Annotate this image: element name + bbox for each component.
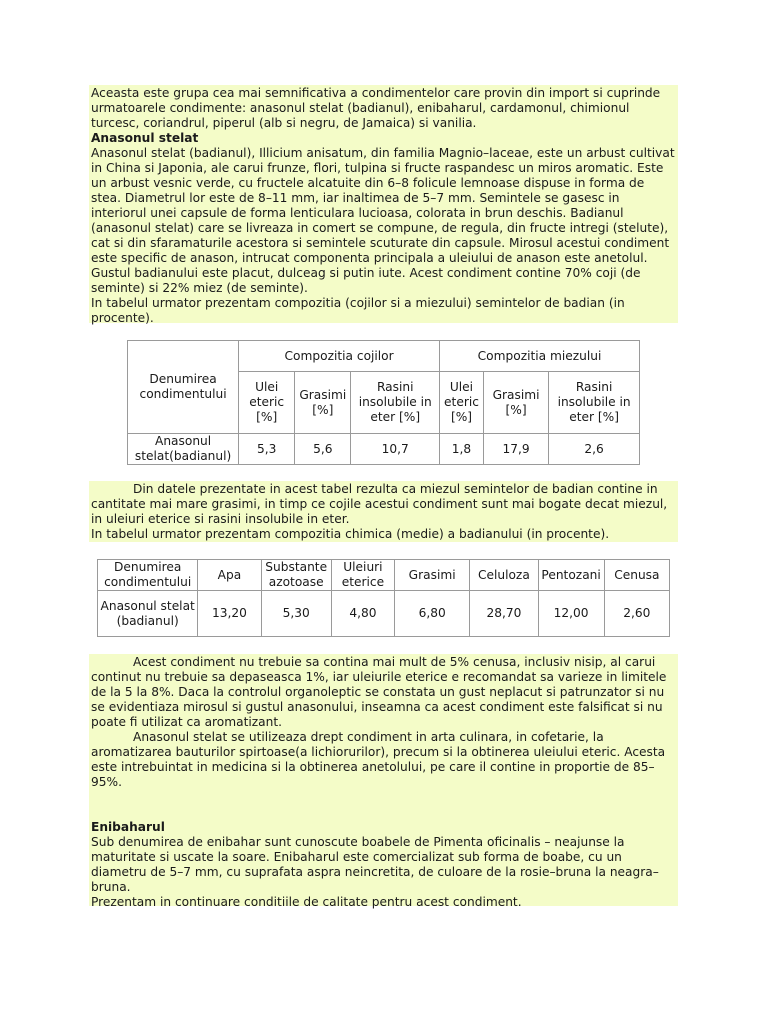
table1-intro: In tabelul urmator prezentam compozitia (cojilor si a miezului) semintelor de badian (in procente). [91, 296, 625, 325]
composition-table [127, 340, 640, 465]
usage-paragraph: Anasonul stelat se utilizeaza drept condiment in arta culinara, in cofetarie, la aromatizarea bauturilor spirtoase(a lichiorurilor), precum si la obtinerea uleiului eteric. Acesta este intrebuintat in medicina si la obtinerea anetolului, pe care il contine in proportie de 85–95%. [91, 730, 666, 789]
table1-col-rasini: Rasini insolubile in eter [%] [351, 372, 440, 434]
table1-col-ulei: Ulei eteric [%] [239, 372, 295, 434]
table-row [128, 434, 640, 465]
table-cell: 5,3 [239, 434, 295, 465]
table-cell: 2,6 [549, 434, 640, 465]
table-cell: 2,60 [604, 591, 669, 637]
table2-header: Celuloza [470, 560, 538, 591]
table2-header: Substante azotoase [261, 560, 331, 591]
table-cell: 13,20 [198, 591, 261, 637]
table1-col-grasimi: Grasimi [%] [483, 372, 548, 434]
table1-row-name: Anasonul stelat(badianul) [128, 434, 239, 465]
table-cell: 12,00 [538, 591, 604, 637]
section-heading-anasonul: Anasonul stelat [91, 131, 199, 145]
table-row [98, 591, 670, 637]
table-cell: 17,9 [483, 434, 548, 465]
enibahar-quality-intro: Prezentam in continuare conditiile de calitate pentru acest condiment. [91, 895, 522, 909]
table1-col-ulei: Ulei eteric [%] [440, 372, 484, 434]
table2-header: Pentozani [538, 560, 604, 591]
table2-row-name: Anasonul stelat (badianul) [98, 591, 198, 637]
table2-header: Cenusa [604, 560, 669, 591]
table2-header: Grasimi [395, 560, 470, 591]
quality-requirements: Acest condiment nu trebuie sa contina mai mult de 5% cenusa, inclusiv nisip, al carui continut nu trebuie sa depaseasca 1%, iar uleiurile eterice e recomandat sa varieze in limitele de la 5 la 8%. Daca la controlul organoleptic se constata un gust neplacut si patrunzator si nu se evidentiaza mirosul si gustul anasonului, inseamna ca acest condiment este falsificat si nu poate fi utilizat ca aromatizant. [91, 655, 667, 729]
table1-col-grasimi: Grasimi [%] [295, 372, 351, 434]
spacer [91, 790, 676, 820]
table1-group-miezului: Compozitia miezului [440, 341, 640, 372]
table1-name-header: Denumirea condimentului [128, 341, 239, 434]
table2-header: Denumirea condimentului [98, 560, 198, 591]
table-cell: 10,7 [351, 434, 440, 465]
table-cell: 28,70 [470, 591, 538, 637]
table2-intro: In tabelul urmator prezentam compozitia chimica (medie) a badianului (in procente). [91, 527, 610, 541]
anasonul-description: Anasonul stelat (badianul), Illicium anisatum, din familia Magnio–laceae, este un arbust cultivat in China si Japonia, ale carui frunze, flori, tulpina si fructe raspandesc un miros aromatic. Este un arbust vesnic verde, cu fructele alcatuite din 6–8 folicule lemnoase dispuse in forma de stea. Diametrul lor este de 8–11 mm, iar inaltimea de 5–7 mm. Semintele se gasesc in interiorul unei capsule de forma lenticulara lucioasa, colorata in brun deschis. Badianul (anasonul stelat) care se livreaza in comert se compune, de regula, din fructe intregi (stelute), cat si din sfaramaturile acestora si semintele scuturate din capsule. Mirosul acestui condiment este specific de anason, intrucat componenta principala a uleiului de anason este anetolul. Gustul badianului este placut, dulceag si putin iute. Acest condiment contine 70% coji (de seminte) si 22% miez (de seminte). [91, 146, 675, 295]
table1-col-rasini: Rasini insolubile in eter [%] [549, 372, 640, 434]
table-cell: 4,80 [331, 591, 394, 637]
table-cell: 5,30 [261, 591, 331, 637]
enibahar-description: Sub denumirea de enibahar sunt cunoscute boabele de Pimenta oficinalis – neajunse la maturitate si uscate la soare. Enibaharul este comercializat sub forma de boabe, cu un diametru de 5–7 mm, cu suprafata aspra neincretita, de culoare de la rosie–bruna la neagra–bruna. [91, 835, 659, 894]
paragraph-block-3 [89, 654, 678, 909]
table2-header: Apa [198, 560, 261, 591]
table-cell: 1,8 [440, 434, 484, 465]
intro-block [89, 85, 678, 323]
paragraph-block-2 [89, 481, 678, 542]
table1-group-cojilor: Compozitia cojilor [239, 341, 440, 372]
chemical-composition-table [97, 559, 670, 637]
table-cell: 5,6 [295, 434, 351, 465]
table1-analysis: Din datele prezentate in acest tabel rezulta ca miezul semintelor de badian contine in cantitate mai mare grasimi, in timp ce cojile acestui condiment sunt mai bogate decat miezul, in uleiuri eterice si rasini insolubile in eter. [91, 482, 668, 526]
section-heading-enibaharul: Enibaharul [91, 820, 165, 834]
intro-paragraph: Aceasta este grupa cea mai semnificativa a condimentelor care provin din import si cuprinde urmatoarele condimente: anasonul stelat (badianul), enibaharul, cardamonul, chimionul turcesc, coriandrul, piperul (alb si negru, de Jamaica) si vanilia. [91, 86, 661, 130]
table-cell: 6,80 [395, 591, 470, 637]
table2-header: Uleiuri eterice [331, 560, 394, 591]
